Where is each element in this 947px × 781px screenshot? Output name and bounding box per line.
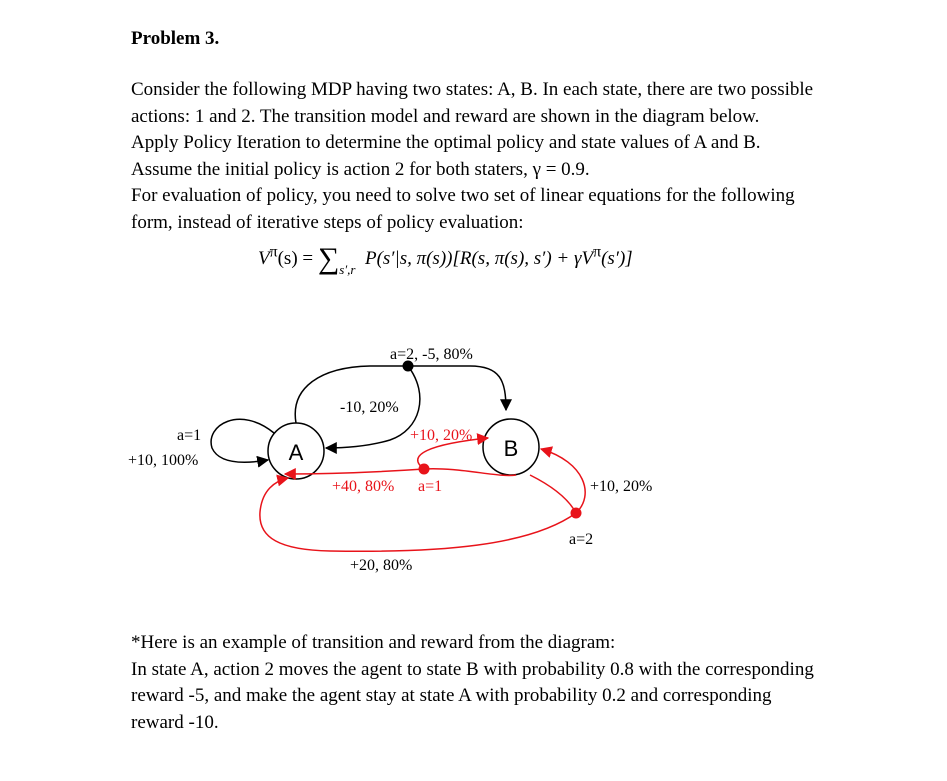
note-line: In state A, action 2 moves the agent to state B with probability 0.8 with the corresponding xyxy=(131,658,814,680)
a1-action-label: a=1 xyxy=(177,427,202,444)
a1-reward-label: +10, 100% xyxy=(128,452,199,469)
sigma-symbol: ∑ xyxy=(317,242,340,275)
b2-stem-line xyxy=(530,475,576,513)
b2-to-b-arrow xyxy=(541,449,585,513)
a2-top-label: a=2, -5, 80% xyxy=(390,346,473,363)
b1-action-label: a=1 xyxy=(418,478,443,495)
intro-line: For evaluation of policy, you need to solve two set of linear equations for the following xyxy=(131,185,795,207)
note-line: reward -10. xyxy=(131,711,219,733)
intro-line: Consider the following MDP having two states: A, B. In each state, there are two possible xyxy=(131,79,814,100)
a1-self-loop-arrow xyxy=(211,419,274,462)
a2-self-label: -10, 20% xyxy=(340,399,399,416)
state-a-label: A xyxy=(288,440,304,465)
note-line: *Here is an example of transition and reward from the diagram: xyxy=(131,632,616,653)
intro-line: Apply Policy Iteration to determine the optimal policy and state values of A and B. xyxy=(131,132,761,154)
intro-line: Assume the initial policy is action 2 for both staters, γ = 0.9. xyxy=(131,158,590,180)
b2-to-a-label: +20, 80% xyxy=(350,557,413,574)
b1-to-b-label: +10, 20% xyxy=(410,427,473,444)
formula-rhs: P(s′|s, π(s))[R(s, π(s), s′) + γV xyxy=(364,248,594,269)
b2-decision-dot xyxy=(571,508,582,519)
intro-line: actions: 1 and 2. The transition model and reward are shown in the diagram below. xyxy=(131,105,760,127)
b1-to-a-label: +40, 80% xyxy=(332,478,395,495)
formula-lhs-sup: π xyxy=(269,243,278,261)
sigma-subscript: s′,r xyxy=(339,262,356,277)
state-b-label: B xyxy=(503,436,519,461)
intro-line: form, instead of iterative steps of policy evaluation: xyxy=(131,211,524,233)
example-note xyxy=(131,630,891,736)
formula-lhs: V xyxy=(258,248,270,269)
formula-rhs-sup: π xyxy=(593,243,602,261)
b1-decision-dot xyxy=(419,464,430,475)
formula-rhs-end: (s′)] xyxy=(601,248,633,269)
note-line: reward -5, and make the agent stay at state A with probability 0.2 and corresponding xyxy=(131,685,772,707)
a2-to-b-arrow xyxy=(295,366,506,423)
b2-action-label: a=2 xyxy=(569,531,594,548)
formula-lhs-arg: (s) = xyxy=(277,248,314,269)
problem-title: Problem 3. xyxy=(131,28,220,49)
b2-to-b-label: +10, 20% xyxy=(590,478,653,495)
